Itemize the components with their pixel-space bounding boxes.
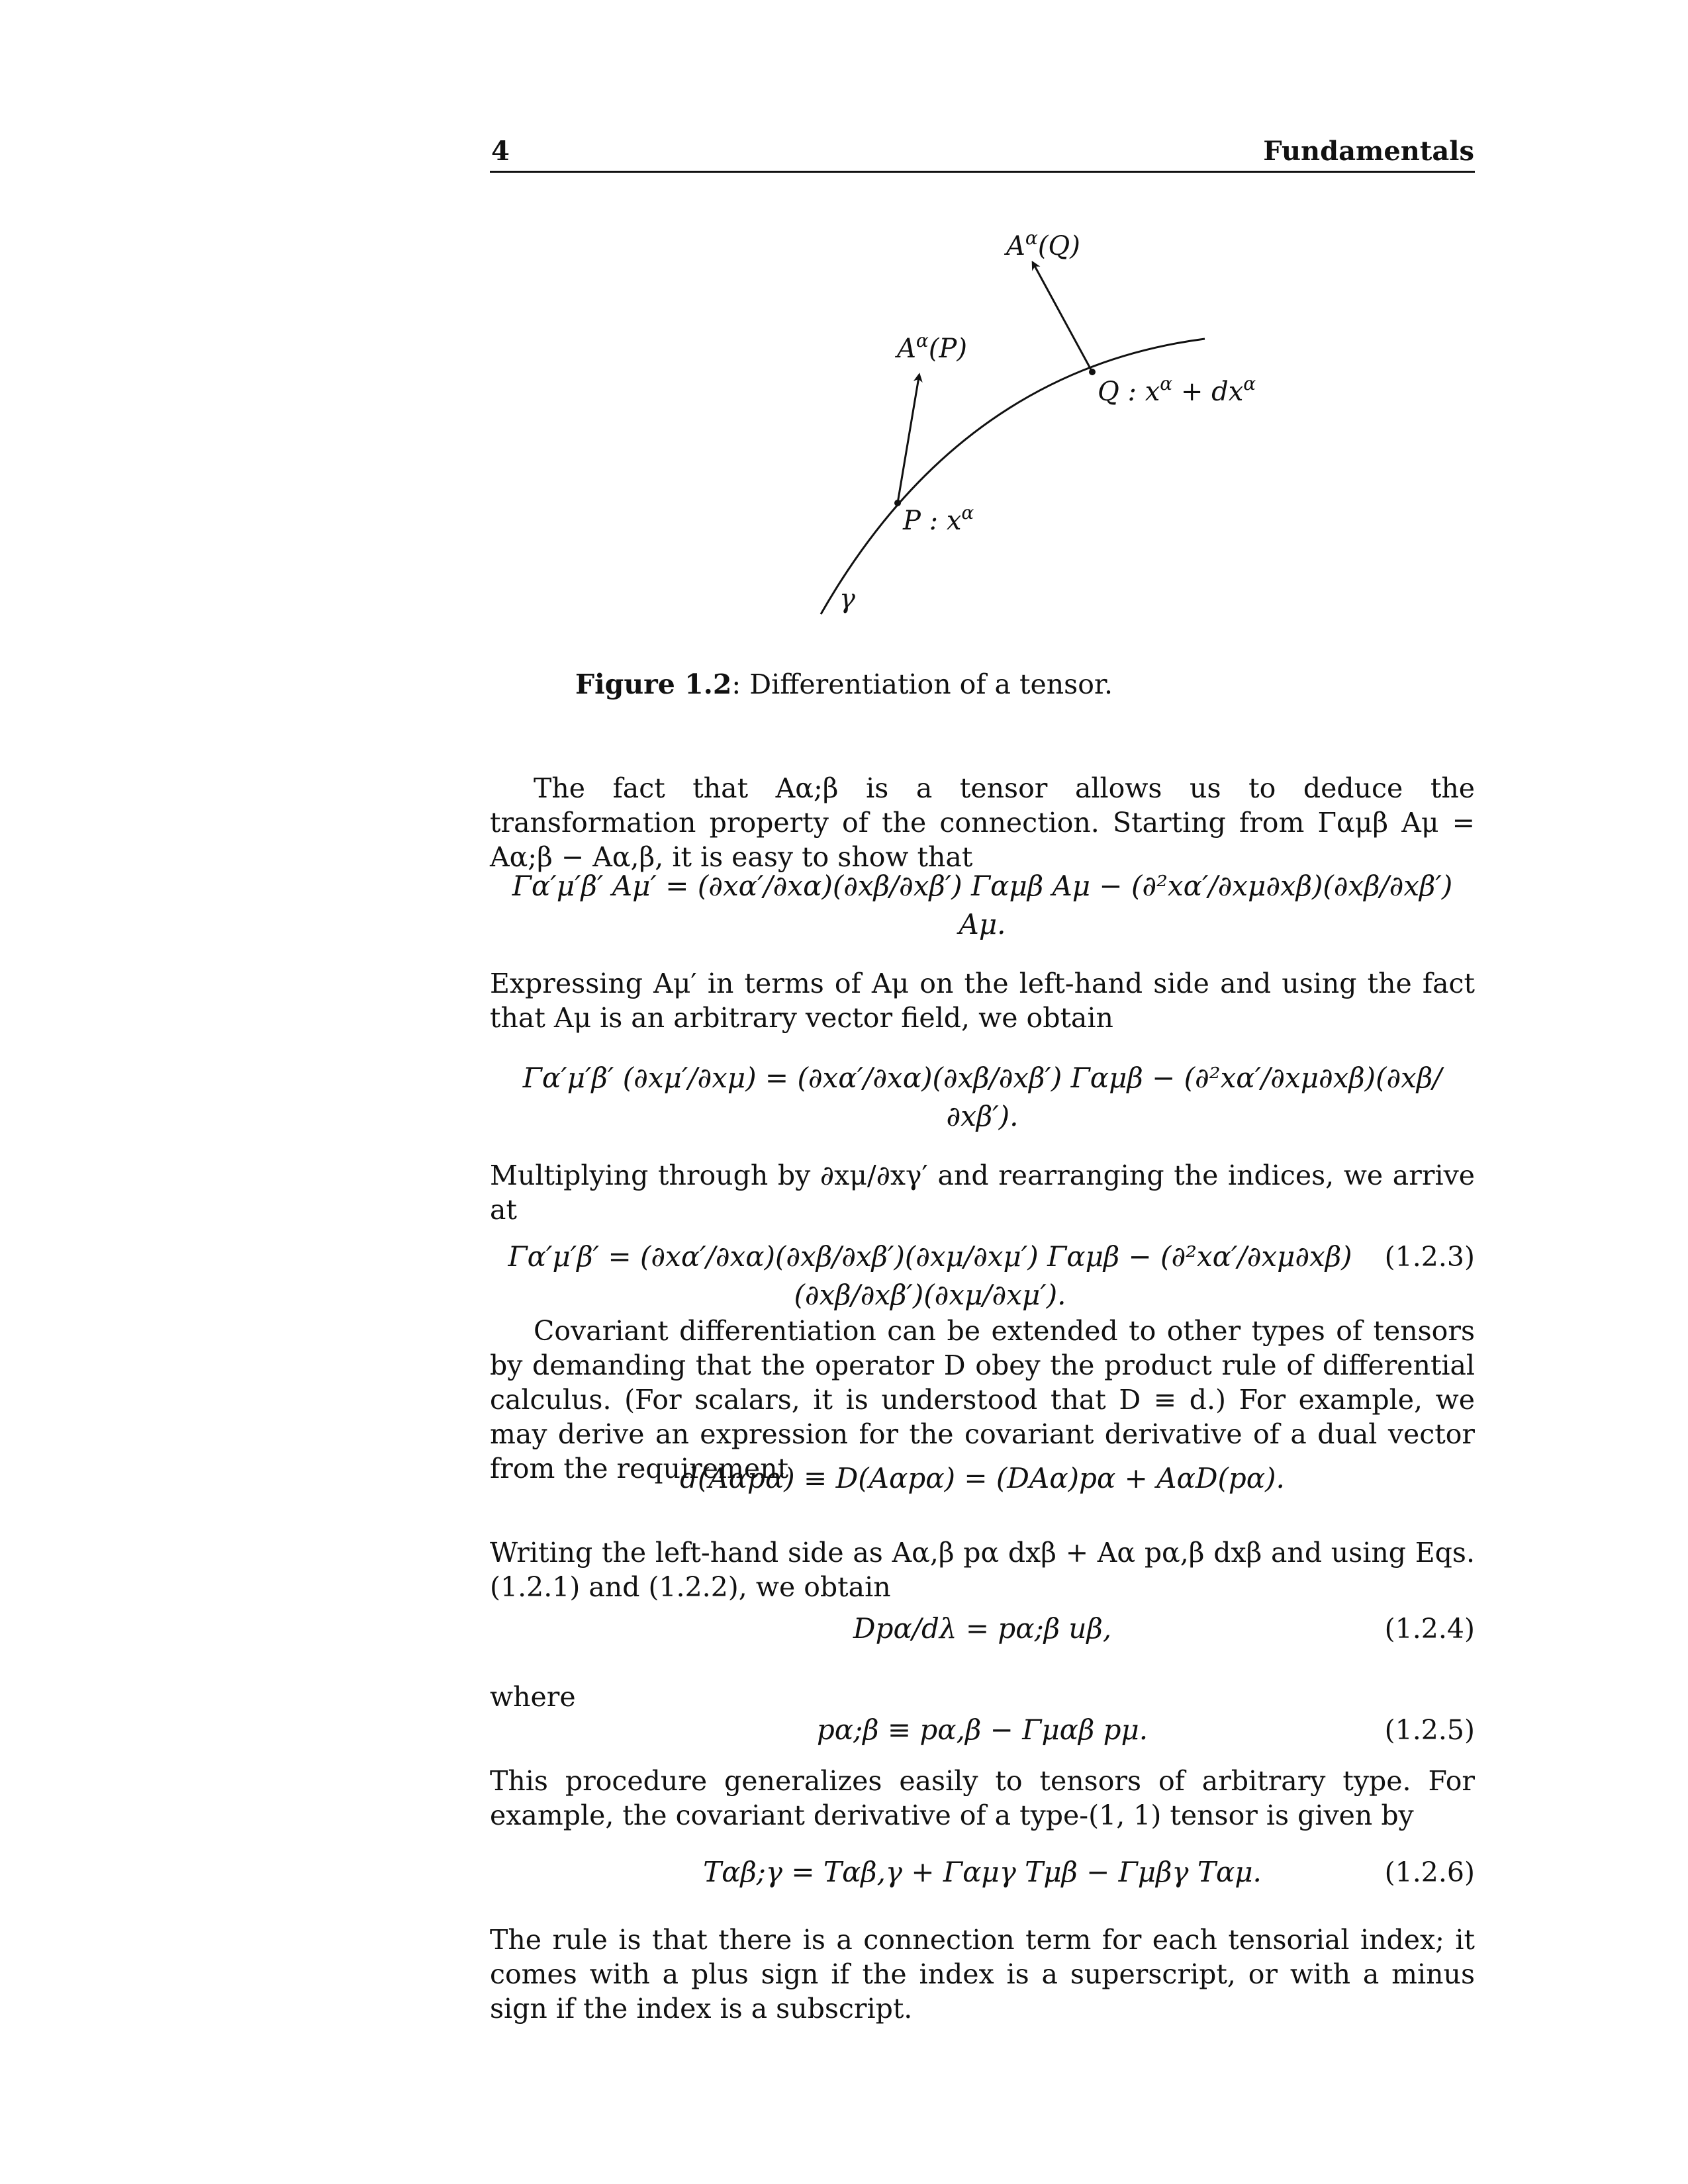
paragraph-1: The fact that Aα;β is a tensor allows us to deduce the transformation property of the connection. Starting from Γαμβ Aμ = Aα;β − Aα,β, it is easy to show that [490,772,1475,873]
paragraph-where: where [490,1681,576,1713]
paragraph-7: The rule is that there is a connection term for each tensorial index; it comes with a plus sign if the index is a superscript, or with a minus sign if the index is a subscript. [490,1924,1475,2025]
page-number: 4 [491,136,510,167]
equation-1-2-3-body: Γα′μ′β′ = (∂xα′/∂xα)(∂xβ/∂xβ′)(∂xμ/∂xμ′) Γαμβ − (∂²xα′/∂xμ∂xβ)(∂xβ/∂xβ′)(∂xμ/∂xμ′). [508,1240,1352,1311]
point-Q [1089,369,1096,375]
equation-number-1-2-6: (1.2.6) [1384,1856,1475,1888]
equation-2 [490,1046,1475,1138]
equation-1-2-4-body: Dpα/dλ = pα;β uβ, [853,1612,1112,1645]
paragraph-6: This procedure generalizes easily to tensors of arbitrary type. For example, the covariant derivative of a type-(1, 1) tensor is given by [490,1765,1475,1831]
paragraph-5: Writing the left-hand side as Aα,β pα dxβ + Aα pα,β dxβ and using Eqs. (1.2.1) and (1.2.2), we obtain [490,1537,1475,1603]
equation-2-body: Γα′μ′β′ (∂xμ′/∂xμ) = (∂xα′/∂xα)(∂xβ/∂xβ′) Γαμβ − (∂²xα′/∂xμ∂xβ)(∂xβ/∂xβ′). [522,1062,1442,1132]
equation-number-1-2-4: (1.2.4) [1384,1613,1475,1645]
caption-label: Figure 1.2 [575,668,732,700]
equation-1-2-3 [490,1218,1475,1310]
equation-1-2-5-body: pα;β ≡ pα,β − Γμαβ pμ. [816,1713,1149,1746]
label-A-Q: $A^\alpha(Q)$ [1006,227,1080,261]
figure-1-2-diagram [0,0,1688,662]
paragraph-2: Expressing Aμ′ in terms of Aμ on the left-hand side and using the fact that Aμ is an arbitrary vector field, we obtain [490,968,1475,1034]
paragraph-4: Covariant differentiation can be extended to other types of tensors by demanding that the operator D obey the product rule of differential calculus. (For scalars, it is understood that D ≡ d.) For example, we may derive an expression for the covariant derivative of a dual vector from the requirement [490,1315,1475,1484]
equation-1-2-6-body: Tαβ;γ = Tαβ,γ + Γαμγ Tμβ − Γμβγ Tαμ. [703,1856,1262,1888]
label-gamma: γ [839,584,855,614]
equation-dual-vector [490,1453,1475,1545]
running-title: Fundamentals [1263,136,1474,167]
equation-1-body: Γα′μ′β′ Aμ′ = (∂xα′/∂xα)(∂xβ/∂xβ′) Γαμβ Aμ − (∂²xα′/∂xμ∂xβ)(∂xβ/∂xβ′) Aμ. [512,870,1453,940]
figure-caption [0,668,1688,700]
paragraph-3: Multiplying through by ∂xμ/∂xγ′ and rearranging the indices, we arrive at [490,1160,1475,1226]
label-P: P : $x^\alpha$ [903,502,974,536]
caption-text: : Differentiation of a tensor. [731,668,1113,700]
label-Q: Q : $x^\alpha + dx^\alpha$ [1098,373,1256,407]
equation-1 [490,854,1475,946]
point-P [894,500,901,506]
vector-A-Q [1034,265,1092,372]
equation-1-2-4 [490,1595,1475,1688]
label-A-P: $A^\alpha(P)$ [897,330,967,364]
equation-number-1-2-5: (1.2.5) [1384,1714,1475,1746]
figure-label-A-Q-text [0,0,1,1]
equation-dual-vector-body: d(Aαpα) ≡ D(Aαpα) = (DAα)pα + AαD(pα). [680,1462,1285,1494]
equation-number-1-2-3: (1.2.3) [1384,1241,1475,1273]
